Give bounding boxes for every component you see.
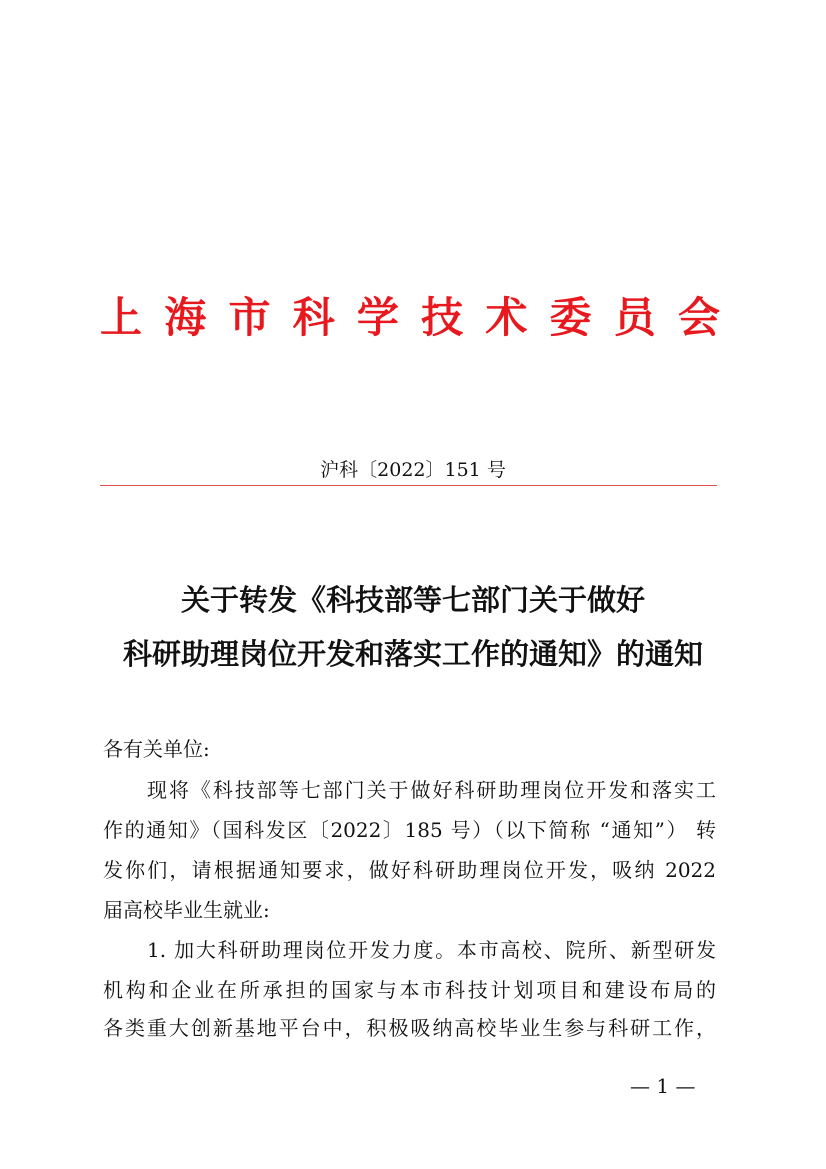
- body-line: 1. 加大科研助理岗位开发力度。本市高校、院所、新型研发: [147, 938, 716, 962]
- header-divider: [100, 485, 717, 486]
- document-number: 沪科〔2022〕151 号: [320, 459, 506, 481]
- document-title-line-2: 科研助理岗位开发和落实工作的通知》的通知: [122, 637, 703, 671]
- document-title-line-1: 关于转发《科技部等七部门关于做好: [180, 583, 645, 617]
- body-line: 发你们，请根据通知要求，做好科研助理岗位开发，吸纳 2022: [103, 858, 716, 882]
- salutation: 各有关单位:: [103, 737, 210, 761]
- issuing-organization-header: 上海市科学技术委员会: [100, 293, 720, 342]
- body-line: 届高校毕业生就业:: [103, 898, 270, 922]
- body-line: 作的通知》（国科发区〔2022〕185 号）（以下简称 “通知”） 转: [103, 818, 716, 842]
- body-line: 各类重大创新基地平台中，积极吸纳高校毕业生参与科研工作，: [103, 1016, 716, 1040]
- body-line: 机构和企业在所承担的国家与本市科技计划项目和建设布局的: [103, 978, 716, 1002]
- page-number: — 1 —: [630, 1074, 696, 1098]
- body-line: 现将《科技部等七部门关于做好科研助理岗位开发和落实工: [147, 778, 716, 802]
